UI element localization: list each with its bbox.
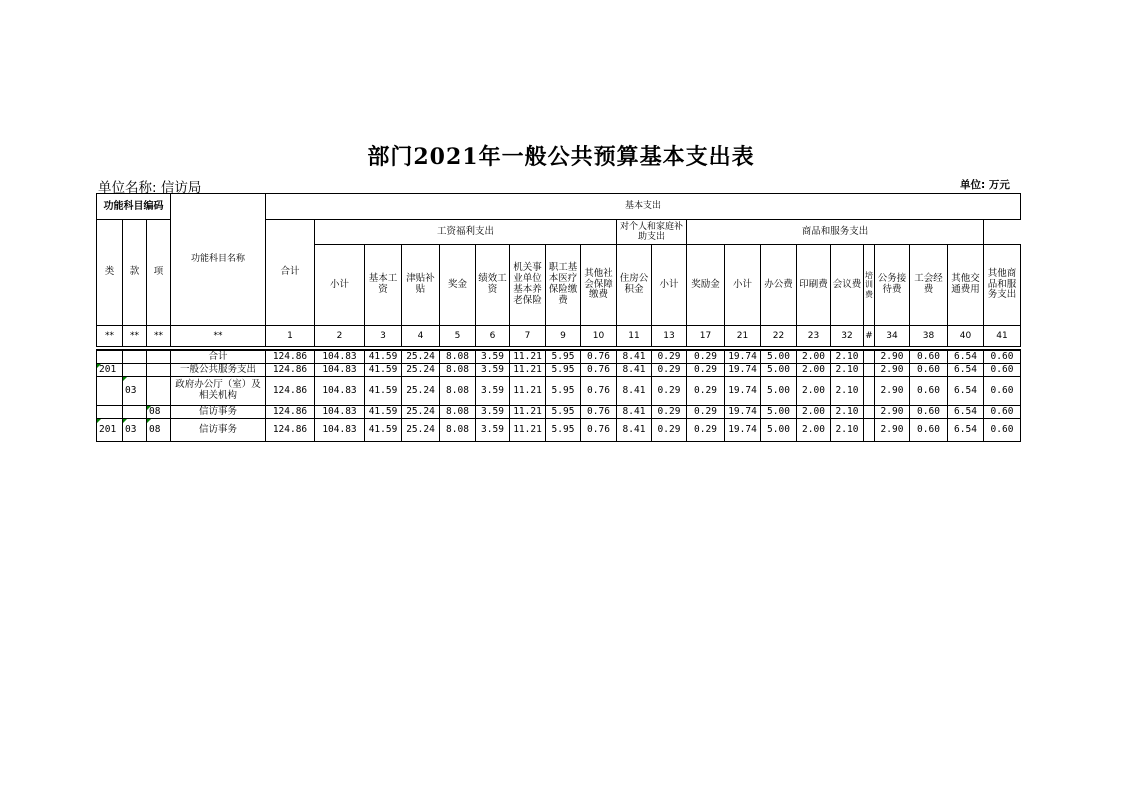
col-number: 4 bbox=[402, 326, 440, 347]
value-cell: 8.41 bbox=[617, 406, 652, 419]
table-row bbox=[97, 364, 1021, 377]
sub-header: 奖金 bbox=[440, 245, 476, 326]
value-cell: 11.21 bbox=[510, 406, 546, 419]
value-cell: 8.08 bbox=[440, 364, 476, 377]
sub-header: 其他交通费用 bbox=[948, 245, 984, 326]
value-cell: 0.29 bbox=[687, 350, 725, 364]
value-cell: 0.29 bbox=[652, 377, 687, 406]
value-cell: 124.86 bbox=[266, 364, 315, 377]
total-header: 合计 bbox=[266, 220, 315, 326]
value-cell bbox=[864, 364, 875, 377]
value-cell: 41.59 bbox=[365, 377, 402, 406]
lei-cell bbox=[97, 406, 123, 419]
page-title: 部门2021年一般公共预算基本支出表 bbox=[367, 144, 755, 170]
col-number: 11 bbox=[617, 326, 652, 347]
value-cell: 19.74 bbox=[725, 406, 761, 419]
lei-cell: 201 bbox=[97, 364, 123, 377]
col-number: 32 bbox=[831, 326, 864, 347]
value-cell: 0.29 bbox=[652, 419, 687, 442]
value-cell: 104.83 bbox=[315, 350, 365, 364]
sub-header: 机关事业单位基本养老保险 bbox=[510, 245, 546, 326]
value-cell: 0.60 bbox=[910, 406, 948, 419]
value-cell: 0.29 bbox=[652, 350, 687, 364]
value-cell: 2.00 bbox=[797, 350, 831, 364]
col-number: 6 bbox=[476, 326, 510, 347]
column-number-row bbox=[97, 326, 1021, 347]
col-number: 23 bbox=[797, 326, 831, 347]
value-cell: 5.00 bbox=[761, 406, 797, 419]
kuan-cell bbox=[123, 406, 147, 419]
value-cell: 19.74 bbox=[725, 350, 761, 364]
sub-header: 住房公积金 bbox=[617, 245, 652, 326]
value-cell: 0.60 bbox=[910, 350, 948, 364]
value-cell: 0.60 bbox=[984, 350, 1021, 364]
value-cell: 0.29 bbox=[687, 377, 725, 406]
table-row bbox=[97, 419, 1021, 442]
sub-header: 小计 bbox=[725, 245, 761, 326]
value-cell: 2.90 bbox=[875, 364, 910, 377]
value-cell: 3.59 bbox=[476, 406, 510, 419]
col-number: 41 bbox=[984, 326, 1021, 347]
value-cell: 104.83 bbox=[315, 419, 365, 442]
col-number: ** bbox=[171, 326, 266, 347]
value-cell: 8.41 bbox=[617, 377, 652, 406]
subject-name-cell: 一般公共服务支出 bbox=[171, 364, 266, 377]
col-number: 10 bbox=[581, 326, 617, 347]
value-cell bbox=[864, 419, 875, 442]
col-number: 40 bbox=[948, 326, 984, 347]
col-number: # bbox=[864, 326, 875, 347]
value-cell: 2.10 bbox=[831, 377, 864, 406]
value-cell: 6.54 bbox=[948, 377, 984, 406]
lei-cell: 201 bbox=[97, 419, 123, 442]
value-cell: 0.29 bbox=[652, 364, 687, 377]
value-cell: 8.41 bbox=[617, 419, 652, 442]
xiang-cell: 08 bbox=[147, 419, 171, 442]
sub-header: 印刷费 bbox=[797, 245, 831, 326]
value-cell: 19.74 bbox=[725, 377, 761, 406]
value-cell: 11.21 bbox=[510, 419, 546, 442]
col-number: 5 bbox=[440, 326, 476, 347]
value-cell: 104.83 bbox=[315, 377, 365, 406]
sub-header: 绩效工资 bbox=[476, 245, 510, 326]
value-cell: 5.00 bbox=[761, 419, 797, 442]
lei-header: 类 bbox=[97, 220, 123, 326]
sub-header: 小计 bbox=[652, 245, 687, 326]
kuan-cell: 03 bbox=[123, 419, 147, 442]
value-cell: 41.59 bbox=[365, 419, 402, 442]
value-cell: 2.10 bbox=[831, 364, 864, 377]
value-cell: 25.24 bbox=[402, 377, 440, 406]
value-cell: 5.00 bbox=[761, 377, 797, 406]
subject-name-cell: 合计 bbox=[171, 350, 266, 364]
xiang-cell bbox=[147, 350, 171, 364]
col-number: ** bbox=[97, 326, 123, 347]
sub-header: 职工基本医疗保险缴费 bbox=[546, 245, 581, 326]
sub-header: 小计 bbox=[315, 245, 365, 326]
col-number: ** bbox=[147, 326, 171, 347]
kuan-cell: 03 bbox=[123, 377, 147, 406]
value-cell: 11.21 bbox=[510, 350, 546, 364]
sub-header: 会议费 bbox=[831, 245, 864, 326]
kuan-cell bbox=[123, 364, 147, 377]
value-cell: 3.59 bbox=[476, 419, 510, 442]
value-cell: 11.21 bbox=[510, 377, 546, 406]
value-cell: 25.24 bbox=[402, 406, 440, 419]
value-cell: 0.29 bbox=[652, 406, 687, 419]
col-number: 7 bbox=[510, 326, 546, 347]
table-row bbox=[97, 350, 1021, 364]
value-cell: 124.86 bbox=[266, 377, 315, 406]
col-number: 1 bbox=[266, 326, 315, 347]
value-cell: 124.86 bbox=[266, 350, 315, 364]
value-cell: 6.54 bbox=[948, 419, 984, 442]
value-cell: 2.00 bbox=[797, 377, 831, 406]
value-cell: 3.59 bbox=[476, 377, 510, 406]
value-cell: 5.95 bbox=[546, 406, 581, 419]
value-cell: 25.24 bbox=[402, 419, 440, 442]
value-cell: 8.08 bbox=[440, 377, 476, 406]
unit-name: 单位名称: 信访局 bbox=[98, 180, 202, 196]
value-cell: 0.29 bbox=[687, 419, 725, 442]
subject-name-cell: 信访事务 bbox=[171, 419, 266, 442]
value-cell: 2.00 bbox=[797, 364, 831, 377]
col-number: 22 bbox=[761, 326, 797, 347]
col-number: 38 bbox=[910, 326, 948, 347]
kuan-cell bbox=[123, 350, 147, 364]
value-cell: 0.60 bbox=[984, 364, 1021, 377]
value-cell: 5.95 bbox=[546, 377, 581, 406]
value-cell: 0.29 bbox=[687, 406, 725, 419]
col-number: 17 bbox=[687, 326, 725, 347]
value-cell: 2.90 bbox=[875, 406, 910, 419]
wage-group-header: 工资福利支出 bbox=[315, 220, 617, 245]
value-cell: 0.76 bbox=[581, 364, 617, 377]
xiang-cell: 08 bbox=[147, 406, 171, 419]
value-cell: 6.54 bbox=[948, 350, 984, 364]
lei-cell bbox=[97, 350, 123, 364]
sub-header: 基本工资 bbox=[365, 245, 402, 326]
col-number: 3 bbox=[365, 326, 402, 347]
value-cell: 8.08 bbox=[440, 350, 476, 364]
value-cell: 2.00 bbox=[797, 406, 831, 419]
value-cell: 5.00 bbox=[761, 350, 797, 364]
value-cell: 104.83 bbox=[315, 406, 365, 419]
table-row bbox=[97, 377, 1021, 406]
sub-header: 奖励金 bbox=[687, 245, 725, 326]
value-cell: 0.60 bbox=[984, 406, 1021, 419]
xiang-cell bbox=[147, 364, 171, 377]
value-cell: 8.08 bbox=[440, 406, 476, 419]
sub-header: 培训费 bbox=[864, 245, 875, 326]
header-row-1 bbox=[97, 194, 1021, 220]
col-number: ** bbox=[123, 326, 147, 347]
xiang-cell bbox=[147, 377, 171, 406]
value-cell: 8.08 bbox=[440, 419, 476, 442]
value-cell: 2.90 bbox=[875, 419, 910, 442]
value-cell: 104.83 bbox=[315, 364, 365, 377]
code-group-header: 功能科目编码 bbox=[97, 194, 171, 220]
table-row bbox=[97, 406, 1021, 419]
lei-cell bbox=[97, 377, 123, 406]
value-cell: 0.76 bbox=[581, 419, 617, 442]
value-cell: 6.54 bbox=[948, 364, 984, 377]
sub-header: 津贴补贴 bbox=[402, 245, 440, 326]
sub-header: 其他社会保障缴费 bbox=[581, 245, 617, 326]
value-cell: 41.59 bbox=[365, 350, 402, 364]
value-cell: 0.60 bbox=[984, 419, 1021, 442]
value-cell: 124.86 bbox=[266, 406, 315, 419]
sub-header: 其他商品和服务支出 bbox=[984, 245, 1021, 326]
subject-name-cell: 政府办公厅（室）及相关机构 bbox=[171, 377, 266, 406]
personal-group-header: 对个人和家庭补助支出 bbox=[617, 220, 687, 245]
value-cell: 0.60 bbox=[984, 377, 1021, 406]
value-cell: 2.10 bbox=[831, 419, 864, 442]
value-cell: 5.00 bbox=[761, 364, 797, 377]
goods-group-header: 商品和服务支出 bbox=[687, 220, 984, 245]
sub-header: 办公费 bbox=[761, 245, 797, 326]
value-cell: 0.76 bbox=[581, 350, 617, 364]
value-cell: 11.21 bbox=[510, 364, 546, 377]
value-cell: 25.24 bbox=[402, 364, 440, 377]
value-cell: 5.95 bbox=[546, 364, 581, 377]
value-cell: 2.90 bbox=[875, 350, 910, 364]
value-cell: 2.90 bbox=[875, 377, 910, 406]
value-cell: 124.86 bbox=[266, 419, 315, 442]
kuan-header: 款 bbox=[123, 220, 147, 326]
name-column-header: 功能科目名称 bbox=[171, 194, 266, 326]
col-number: 21 bbox=[725, 326, 761, 347]
sub-header: 公务接待费 bbox=[875, 245, 910, 326]
value-cell: 8.41 bbox=[617, 364, 652, 377]
value-cell: 0.60 bbox=[910, 377, 948, 406]
basic-expense-header: 基本支出 bbox=[266, 194, 1021, 220]
col-number: 13 bbox=[652, 326, 687, 347]
unit-label: 单位: 万元 bbox=[960, 179, 1010, 191]
value-cell bbox=[864, 350, 875, 364]
value-cell: 25.24 bbox=[402, 350, 440, 364]
col-number: 2 bbox=[315, 326, 365, 347]
value-cell: 3.59 bbox=[476, 350, 510, 364]
value-cell: 0.60 bbox=[910, 364, 948, 377]
value-cell: 2.10 bbox=[831, 406, 864, 419]
col-number: 9 bbox=[546, 326, 581, 347]
value-cell: 2.10 bbox=[831, 350, 864, 364]
xiang-header: 项 bbox=[147, 220, 171, 326]
value-cell: 0.60 bbox=[910, 419, 948, 442]
value-cell bbox=[864, 377, 875, 406]
value-cell bbox=[864, 406, 875, 419]
value-cell: 3.59 bbox=[476, 364, 510, 377]
value-cell: 5.95 bbox=[546, 419, 581, 442]
value-cell: 0.76 bbox=[581, 377, 617, 406]
budget-table bbox=[96, 193, 1021, 442]
value-cell: 19.74 bbox=[725, 419, 761, 442]
col-number: 34 bbox=[875, 326, 910, 347]
value-cell: 0.29 bbox=[687, 364, 725, 377]
value-cell: 0.76 bbox=[581, 406, 617, 419]
value-cell: 5.95 bbox=[546, 350, 581, 364]
sub-header: 工会经费 bbox=[910, 245, 948, 326]
value-cell: 6.54 bbox=[948, 406, 984, 419]
value-cell: 8.41 bbox=[617, 350, 652, 364]
value-cell: 41.59 bbox=[365, 364, 402, 377]
value-cell: 19.74 bbox=[725, 364, 761, 377]
value-cell: 2.00 bbox=[797, 419, 831, 442]
value-cell: 41.59 bbox=[365, 406, 402, 419]
subject-name-cell: 信访事务 bbox=[171, 406, 266, 419]
